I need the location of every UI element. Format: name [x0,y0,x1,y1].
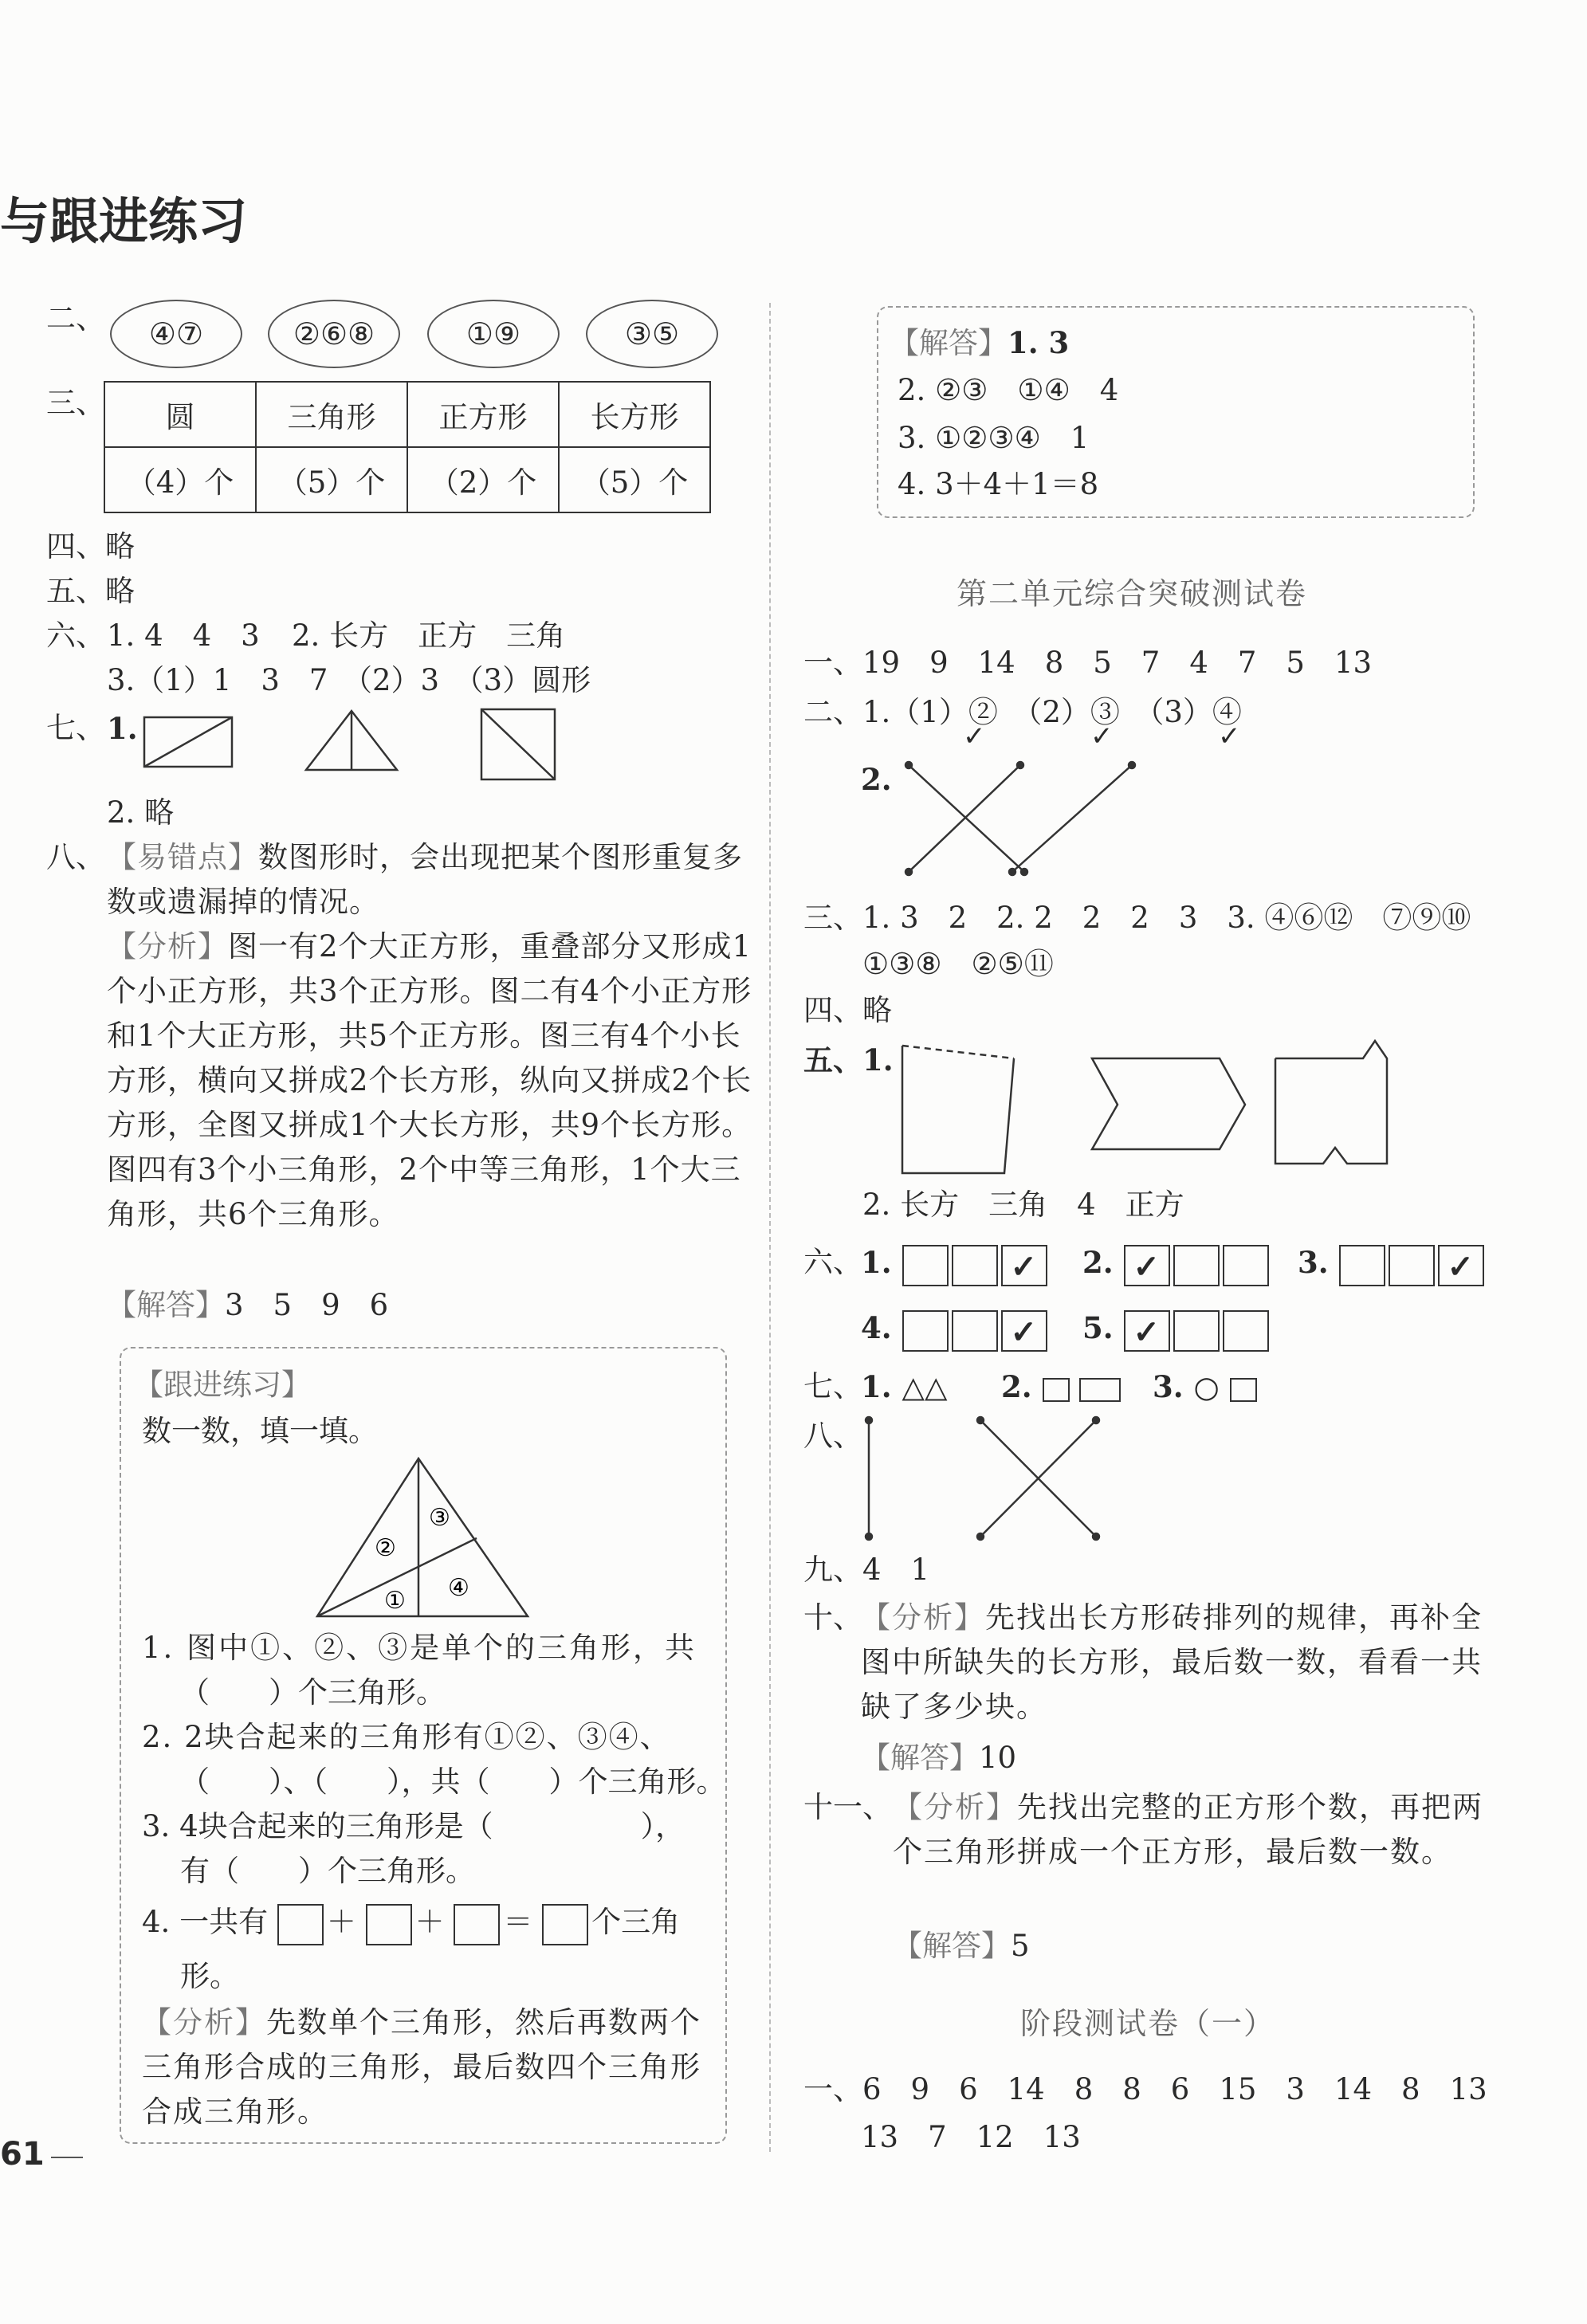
tag-analysis: 【分析】 [893,1790,1017,1824]
tag-answer: 【解答】 [107,1288,225,1322]
q5-shapes [893,1036,1403,1180]
s1-q7-item1: 1. △△ [861,1369,948,1404]
section-title: 阶段测试卷（一） [1020,2006,1276,2041]
checkbox[interactable] [1173,1310,1220,1352]
practice-q1b: （ ）个三角形。 [180,1675,446,1710]
s1-q1: 一、19 9 14 8 5 7 4 7 5 13 [803,646,1373,680]
s1-q3b: ①③⑧ ②⑤⑪ [862,947,1054,981]
q6-line1a: 1. 4 4 3 [107,618,260,653]
blank-box[interactable] [542,1904,588,1945]
region-label: ① [384,1587,406,1615]
q8-lines [861,1412,1116,1548]
rectangle-diagonal-icon [144,717,232,767]
answer-text: 10 [979,1741,1017,1775]
s1-q6-item3 [1298,1240,1487,1286]
s1-q6-item4 [861,1305,1051,1352]
small-rectangle-icon [1079,1378,1121,1402]
q2-label: 二、 [46,301,105,336]
triangle-split-icon [306,711,397,770]
q7-item1: 1. [107,711,138,746]
plus-sign: ＋ [326,1905,356,1939]
checkbox-checked[interactable] [1124,1245,1170,1286]
analysis-text: 图一有2个大正方形，重叠部分又形成1个小正方形，共3个正方形。图二有4个小正方形和1个大正方形，共5个正方形。图三有4个小长方形，横向又拼成2个长方形，纵向又拼成2个长方形，全图又拼成1个大长方形，共9个长方形。图四有3个小三角形，2个中等三角形，1个大三角形，共6个三角形。 [107,929,752,1231]
region-label: ③ [429,1504,450,1532]
table-header: 长方形 [559,382,710,447]
table-cell: （5）个 [559,447,710,512]
s1-q11-analysis [893,1785,1491,1875]
box-line1 [890,320,1069,366]
small-square-icon [1230,1378,1257,1402]
cut-rectangle-icon [902,1046,1014,1173]
item-number: 2. [1001,1369,1032,1404]
item-number: 3. ○ [1153,1369,1220,1404]
checkbox[interactable] [902,1245,949,1286]
page-title: 与跟进练习 [0,192,248,250]
tag-analysis: 【分析】 [861,1600,985,1635]
s1-q9: 九、4 1 [803,1553,930,1587]
checkbox-checked[interactable] [1438,1245,1484,1286]
small-square-icon [1043,1378,1070,1402]
table-header: 正方形 [407,382,559,447]
answer-oval: ②⑥⑧ [268,300,400,368]
checkbox[interactable] [1173,1245,1220,1286]
check-mark: ✓ [1218,720,1241,752]
answer-oval: ①⑨ [427,300,560,368]
s1-q6-item1 [861,1240,1051,1286]
box-line3: 3. ①②③④ 1 [898,421,1090,455]
triangle-figure [311,1452,534,1627]
q3-label: 三、 [46,386,105,420]
s1-q5b: 2. 长方 三角 4 正方 [862,1188,1184,1222]
square-diagonal-icon [481,709,555,779]
practice-q3b: 有（ ）个三角形。 [180,1854,475,1888]
q7-item2: 2. 略 [107,795,175,830]
check-mark: ✓ [963,720,986,752]
practice-q2a: 2. 2块合起来的三角形有①②、③④、 [142,1720,671,1754]
item-number: 1. [861,1245,892,1280]
answer-oval: ③⑤ [586,300,718,368]
answer-oval: ④⑦ [110,300,242,368]
s1-q3a: 三、1. 3 2 2. 2 2 2 3 3. ④⑥⑫ ⑦⑨⑩ [803,901,1471,935]
item-number: 2. [1082,1245,1114,1280]
table-header: 三角形 [256,382,407,447]
analysis-text: 先找出完整的正方形个数，再把两个三角形拼成一个正方形，最后数一数。 [893,1790,1483,1869]
equals-sign: ＝ [503,1905,533,1939]
table-header: 圆 [104,382,256,447]
q7-label: 七、 [46,711,105,745]
checkbox-checked[interactable] [1001,1310,1047,1352]
checkbox[interactable] [1223,1245,1269,1286]
answer-text: 5 [1011,1929,1030,1963]
q6-line2: 3.（1）1 3 7 （2）3 （3）圆形 [107,663,591,697]
blank-box[interactable] [366,1904,412,1945]
q8-analysis [107,924,760,1237]
tag-analysis: 【分析】 [107,929,228,964]
practice-q4b: 形。 [180,1959,239,1993]
s1-q7-label: 七、 [803,1369,862,1403]
checkbox-checked[interactable] [1124,1310,1170,1352]
s1-q10-label: 十、 [803,1600,862,1635]
tag-answer: 【解答】 [861,1741,979,1775]
blank-box[interactable] [277,1904,324,1945]
table-cell: （2）个 [407,447,559,512]
s1-q6-item2 [1082,1240,1272,1286]
q7-shapes [140,705,571,792]
error-point-text: 数图形时，会出现把某个图形重复多数或遗漏掉的情况。 [107,840,743,919]
analysis-text: 先数单个三角形，然后再数两个三角形合成的三角形，最后数四个三角形合成三角形。 [142,2005,701,2129]
item-number: 5. [1082,1310,1114,1345]
page-number-dash [51,2157,83,2158]
s1-q11-label: 十一、 [803,1790,892,1824]
column-divider [769,303,771,2152]
practice-q3a: 3. 4块合起来的三角形是（ ）， [142,1809,685,1843]
q6-label: 六、 [46,618,105,653]
plus-sign: ＋ [414,1905,445,1939]
practice-q2b: （ ）、（ ），共（ ）个三角形。 [180,1765,726,1799]
table-cell: （4）个 [104,447,256,512]
q4-answer: 四、略 [46,529,135,563]
tag-answer: 【解答】 [890,326,1008,360]
q5-answer: 五、略 [46,574,135,608]
q4-text: 4. 一共有 [142,1905,269,1939]
s1-q6-item5 [1082,1305,1272,1352]
arrow-shape-icon [1092,1058,1245,1149]
box-text: 1. 3 [1008,325,1070,360]
s1-q5a: 五、1. [803,1042,894,1078]
region-label: ④ [448,1574,469,1602]
s1-q2a: 二、1.（1）② （2）③ （3）④ [803,695,1242,729]
q8-label: 八、 [46,840,105,874]
checkbox[interactable] [952,1310,998,1352]
s2-q1a: 一、6 9 6 14 8 8 6 15 3 14 8 13 [803,2072,1487,2106]
practice-analysis [142,2000,708,2134]
q8-answer [107,1283,388,1328]
tag-error-point: 【易错点】 [107,840,258,874]
s1-q11-answer [893,1924,1030,1969]
s1-q10-analysis [861,1596,1491,1729]
q8-error-point [107,835,760,924]
q6-line1b: 2. 长方 正方 三角 [292,618,566,653]
practice-intro: 数一数，填一填。 [142,1414,378,1448]
analysis-text: 先找出长方形砖排列的规律，再补全图中所缺失的长方形，最后数一数，看看一共缺了多少块。 [861,1600,1483,1724]
s1-q4: 四、略 [803,993,892,1027]
box-line4: 4. 3＋4＋1＝8 [898,467,1099,501]
checkbox[interactable] [952,1245,998,1286]
q4-end-text: 个三角 [591,1905,681,1939]
shape-count-table [104,381,711,513]
checkbox[interactable] [1223,1310,1269,1352]
s1-q8-label: 八、 [803,1419,862,1453]
s2-q1b: 13 7 12 13 [861,2120,1081,2154]
s1-q6-label: 六、 [803,1245,862,1279]
check-mark: ✓ [1090,720,1114,752]
blank-box[interactable] [454,1904,500,1945]
tag-analysis: 【分析】 [142,2005,266,2039]
section-title: 第二单元综合突破测试卷 [957,576,1308,611]
region-label: ② [375,1534,396,1562]
checkbox-checked[interactable] [1001,1245,1047,1286]
table-cell: （5）个 [256,447,407,512]
practice-q1a: 1. 图中①、②、③是单个的三角形，共 [142,1631,697,1665]
s1-q10-answer [861,1736,1016,1780]
s1-q2b: 2. [861,762,892,797]
practice-q4 [142,1900,680,1945]
item-number: 4. [861,1310,892,1345]
s1-q7-item3 [1153,1364,1257,1409]
answer-text: 3 5 9 6 [225,1288,389,1322]
s1-q7-item2 [1001,1364,1121,1409]
checkbox[interactable] [1339,1245,1385,1286]
notched-square-icon [1275,1041,1387,1164]
matching-lines [893,752,1148,888]
practice-tag: 【跟进练习】 [134,1368,311,1402]
checkbox[interactable] [1389,1245,1435,1286]
box-line2: 2. ②③ ①④ 4 [898,373,1119,407]
checkbox[interactable] [902,1310,949,1352]
item-number: 3. [1298,1245,1329,1280]
page-number: 61 [0,2136,45,2173]
tag-answer: 【解答】 [893,1929,1011,1963]
